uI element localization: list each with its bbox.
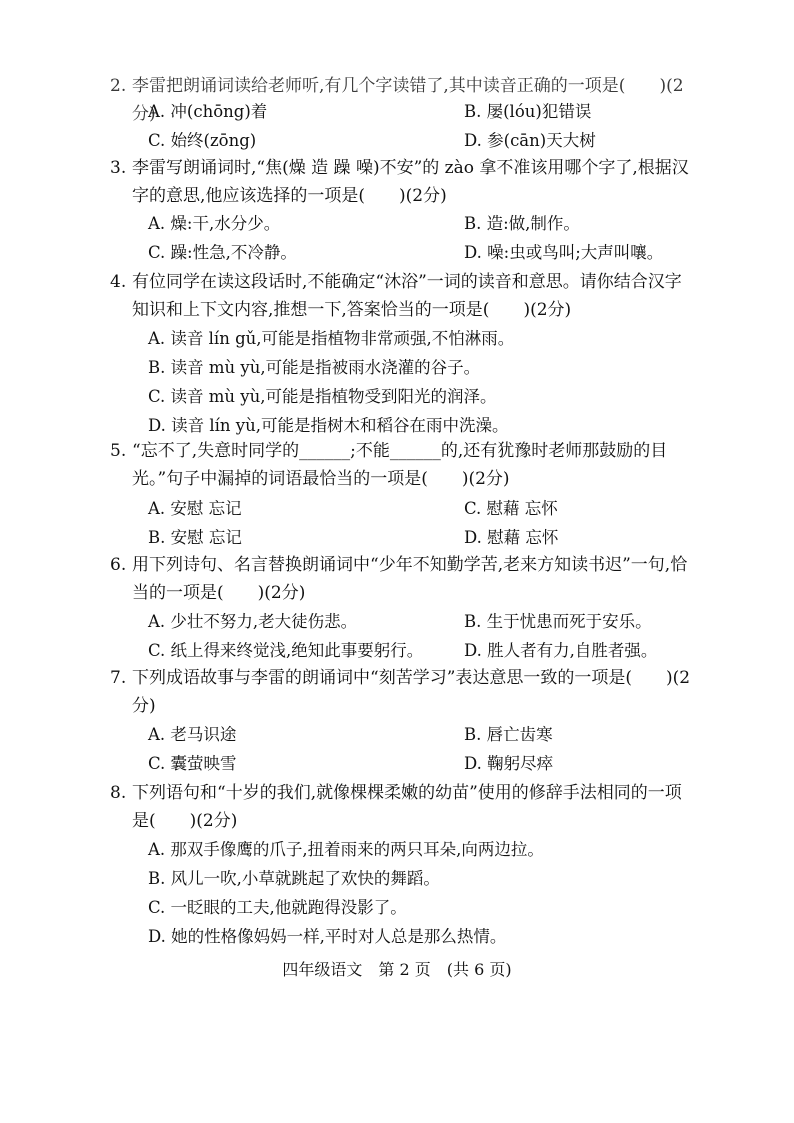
question-6-options	[148, 607, 678, 665]
option-a: A. 老马识途	[148, 725, 237, 744]
question-number: 2.	[110, 76, 127, 96]
option-a: A. 那双手像鹰的爪子,扭着雨来的两只耳朵,向两边拉。	[148, 840, 544, 859]
option-d: D. 慰藉 忘怀	[464, 528, 559, 547]
option-b: B. 屡(lóu)犯错误	[464, 102, 592, 121]
question-5-stem	[110, 437, 692, 493]
option-d: D. 读音 lín yù,可能是指树木和稻谷在雨中洗澡。	[148, 416, 509, 435]
stem-line: 李雷把朗诵词读给老师听,有几个字读错了,其中读音正确的一项是( )(2分)	[132, 76, 684, 124]
option-c: C. 囊萤映雪	[148, 754, 237, 773]
question-number: 5.	[110, 441, 127, 461]
question-8-stem	[110, 779, 692, 835]
question-2-options	[148, 97, 678, 155]
page-footer: 四年级语文 第 2 页 (共 6 页)	[282, 960, 512, 979]
stem-line: 是( )(2分)	[132, 811, 238, 831]
option-a: A. 燥:干,水分少。	[148, 214, 281, 233]
question-4-options	[148, 324, 678, 440]
question-6-stem	[110, 551, 692, 607]
stem-line: 下列成语故事与李雷的朗诵词中“刻苦学习”表达意思一致的一项是( )(2	[132, 668, 691, 688]
question-3-stem	[110, 154, 692, 210]
option-c: C. 一眨眼的工夫,他就跑得没影了。	[148, 898, 407, 917]
option-d: D. 鞠躬尽瘁	[464, 754, 554, 773]
option-d: D. 参(cān)天大树	[464, 131, 596, 150]
option-b: B. 唇亡齿寒	[464, 725, 553, 744]
stem-line: 用下列诗句、名言替换朗诵词中“少年不知勤学苦,老来方知读书迟”一句,恰	[132, 555, 688, 575]
option-c: C. 慰藉 忘怀	[464, 499, 558, 518]
option-d: D. 胜人者有力,自胜者强。	[464, 641, 658, 660]
option-d: D. 噪:虫或鸟叫;大声叫嚷。	[464, 243, 664, 262]
question-5-options	[148, 494, 678, 552]
question-4-stem	[110, 268, 692, 324]
stem-line: 光。”句子中漏掉的词语最恰当的一项是( )(2分)	[132, 469, 510, 489]
option-c: C. 始终(zōng)	[148, 131, 257, 150]
option-b: B. 生于忧患而死于安乐。	[464, 612, 652, 631]
question-number: 6.	[110, 555, 127, 575]
stem-line: 字的意思,他应该选择的一项是( )(2分)	[132, 186, 447, 206]
question-number: 8.	[110, 783, 127, 803]
stem-line: 下列语句和“十岁的我们,就像棵棵柔嫩的幼苗”使用的修辞手法相同的一项	[132, 783, 682, 803]
option-b: B. 造:做,制作。	[464, 214, 580, 233]
stem-line: 知识和上下文内容,推想一下,答案恰当的一项是( )(2分)	[132, 300, 572, 320]
stem-line: 当的一项是( )(2分)	[132, 583, 306, 603]
option-d: D. 她的性格像妈妈一样,平时对人总是那么热情。	[148, 927, 507, 946]
option-a: A. 冲(chōng)着	[148, 102, 268, 121]
option-a: A. 读音 lín gǔ,可能是指植物非常顽强,不怕淋雨。	[148, 329, 515, 348]
option-c: C. 躁:性急,不冷静。	[148, 243, 297, 262]
stem-line: “忘不了,失意时同学的______;不能______的,还有犹豫时老师那鼓励的目	[132, 441, 668, 461]
question-8-options	[148, 835, 678, 951]
question-3-options	[148, 209, 678, 267]
question-7-stem	[110, 664, 692, 720]
option-b: B. 安慰 忘记	[148, 528, 242, 547]
question-number: 4.	[110, 272, 127, 292]
option-b: B. 读音 mù yù,可能是指被雨水浇灌的谷子。	[148, 358, 481, 377]
option-a: A. 少壮不努力,老大徒伤悲。	[148, 612, 358, 631]
question-number: 7.	[110, 668, 127, 688]
question-7-options	[148, 720, 678, 778]
stem-line: 有位同学在读这段话时,不能确定“沐浴”一词的读音和意思。请你结合汉字	[132, 272, 682, 292]
option-a: A. 安慰 忘记	[148, 499, 242, 518]
question-number: 3.	[110, 158, 127, 178]
option-b: B. 风儿一吹,小草就跳起了欢快的舞蹈。	[148, 869, 440, 888]
stem-line: 分)	[132, 696, 156, 716]
option-c: C. 纸上得来终觉浅,绝知此事要躬行。	[148, 641, 424, 660]
option-c: C. 读音 mù yù,可能是指植物受到阳光的润泽。	[148, 387, 497, 406]
stem-line: 李雷写朗诵词时,“焦(燥 造 躁 噪)不安”的 zào 拿不准该用哪个字了,根据汉	[132, 158, 689, 178]
